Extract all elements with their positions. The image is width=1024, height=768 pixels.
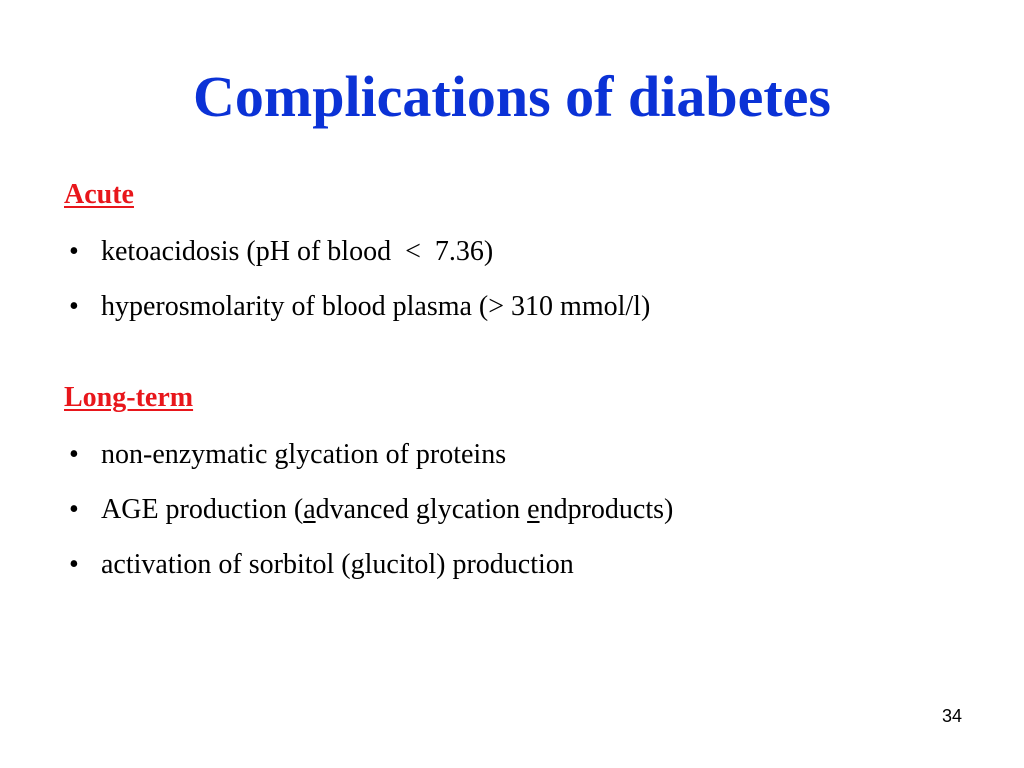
section-heading-acute: Acute [64, 179, 134, 210]
bullet-icon: • [69, 439, 79, 470]
list-item [64, 437, 964, 473]
list-item [64, 492, 964, 528]
bullet-text: activation of sorbitol (glucitol) production [101, 549, 574, 580]
age-text-part: lycation [429, 494, 528, 525]
acronym-letter-a: a [303, 494, 316, 525]
bullet-icon: • [69, 494, 79, 525]
page-number: 34 [941, 706, 962, 726]
age-text-part: ndproducts) [539, 494, 674, 525]
slide-title: Complications of diabetes [193, 64, 831, 129]
section-heading-long-term: Long-term [64, 382, 194, 413]
age-text-part: AGE production ( [101, 494, 304, 525]
list-item [64, 289, 964, 325]
age-text-part: dvanced [315, 494, 416, 525]
acronym-letter-g: g [415, 494, 430, 525]
bullet-text: hyperosmolarity of blood plasma (> 310 mmol/l) [101, 291, 651, 322]
bullet-icon: • [69, 549, 79, 580]
list-item [64, 547, 964, 583]
bullet-text-age [101, 494, 673, 525]
bullet-text: ketoacidosis (pH of blood < 7.36) [101, 236, 494, 267]
bullet-text: non-enzymatic glycation of proteins [101, 439, 507, 470]
acronym-letter-e: e [527, 494, 540, 525]
bullet-icon: • [69, 236, 79, 267]
section-spacer [64, 325, 964, 380]
bullet-icon: • [69, 291, 79, 322]
slide-content [64, 177, 964, 583]
list-item [64, 234, 964, 270]
